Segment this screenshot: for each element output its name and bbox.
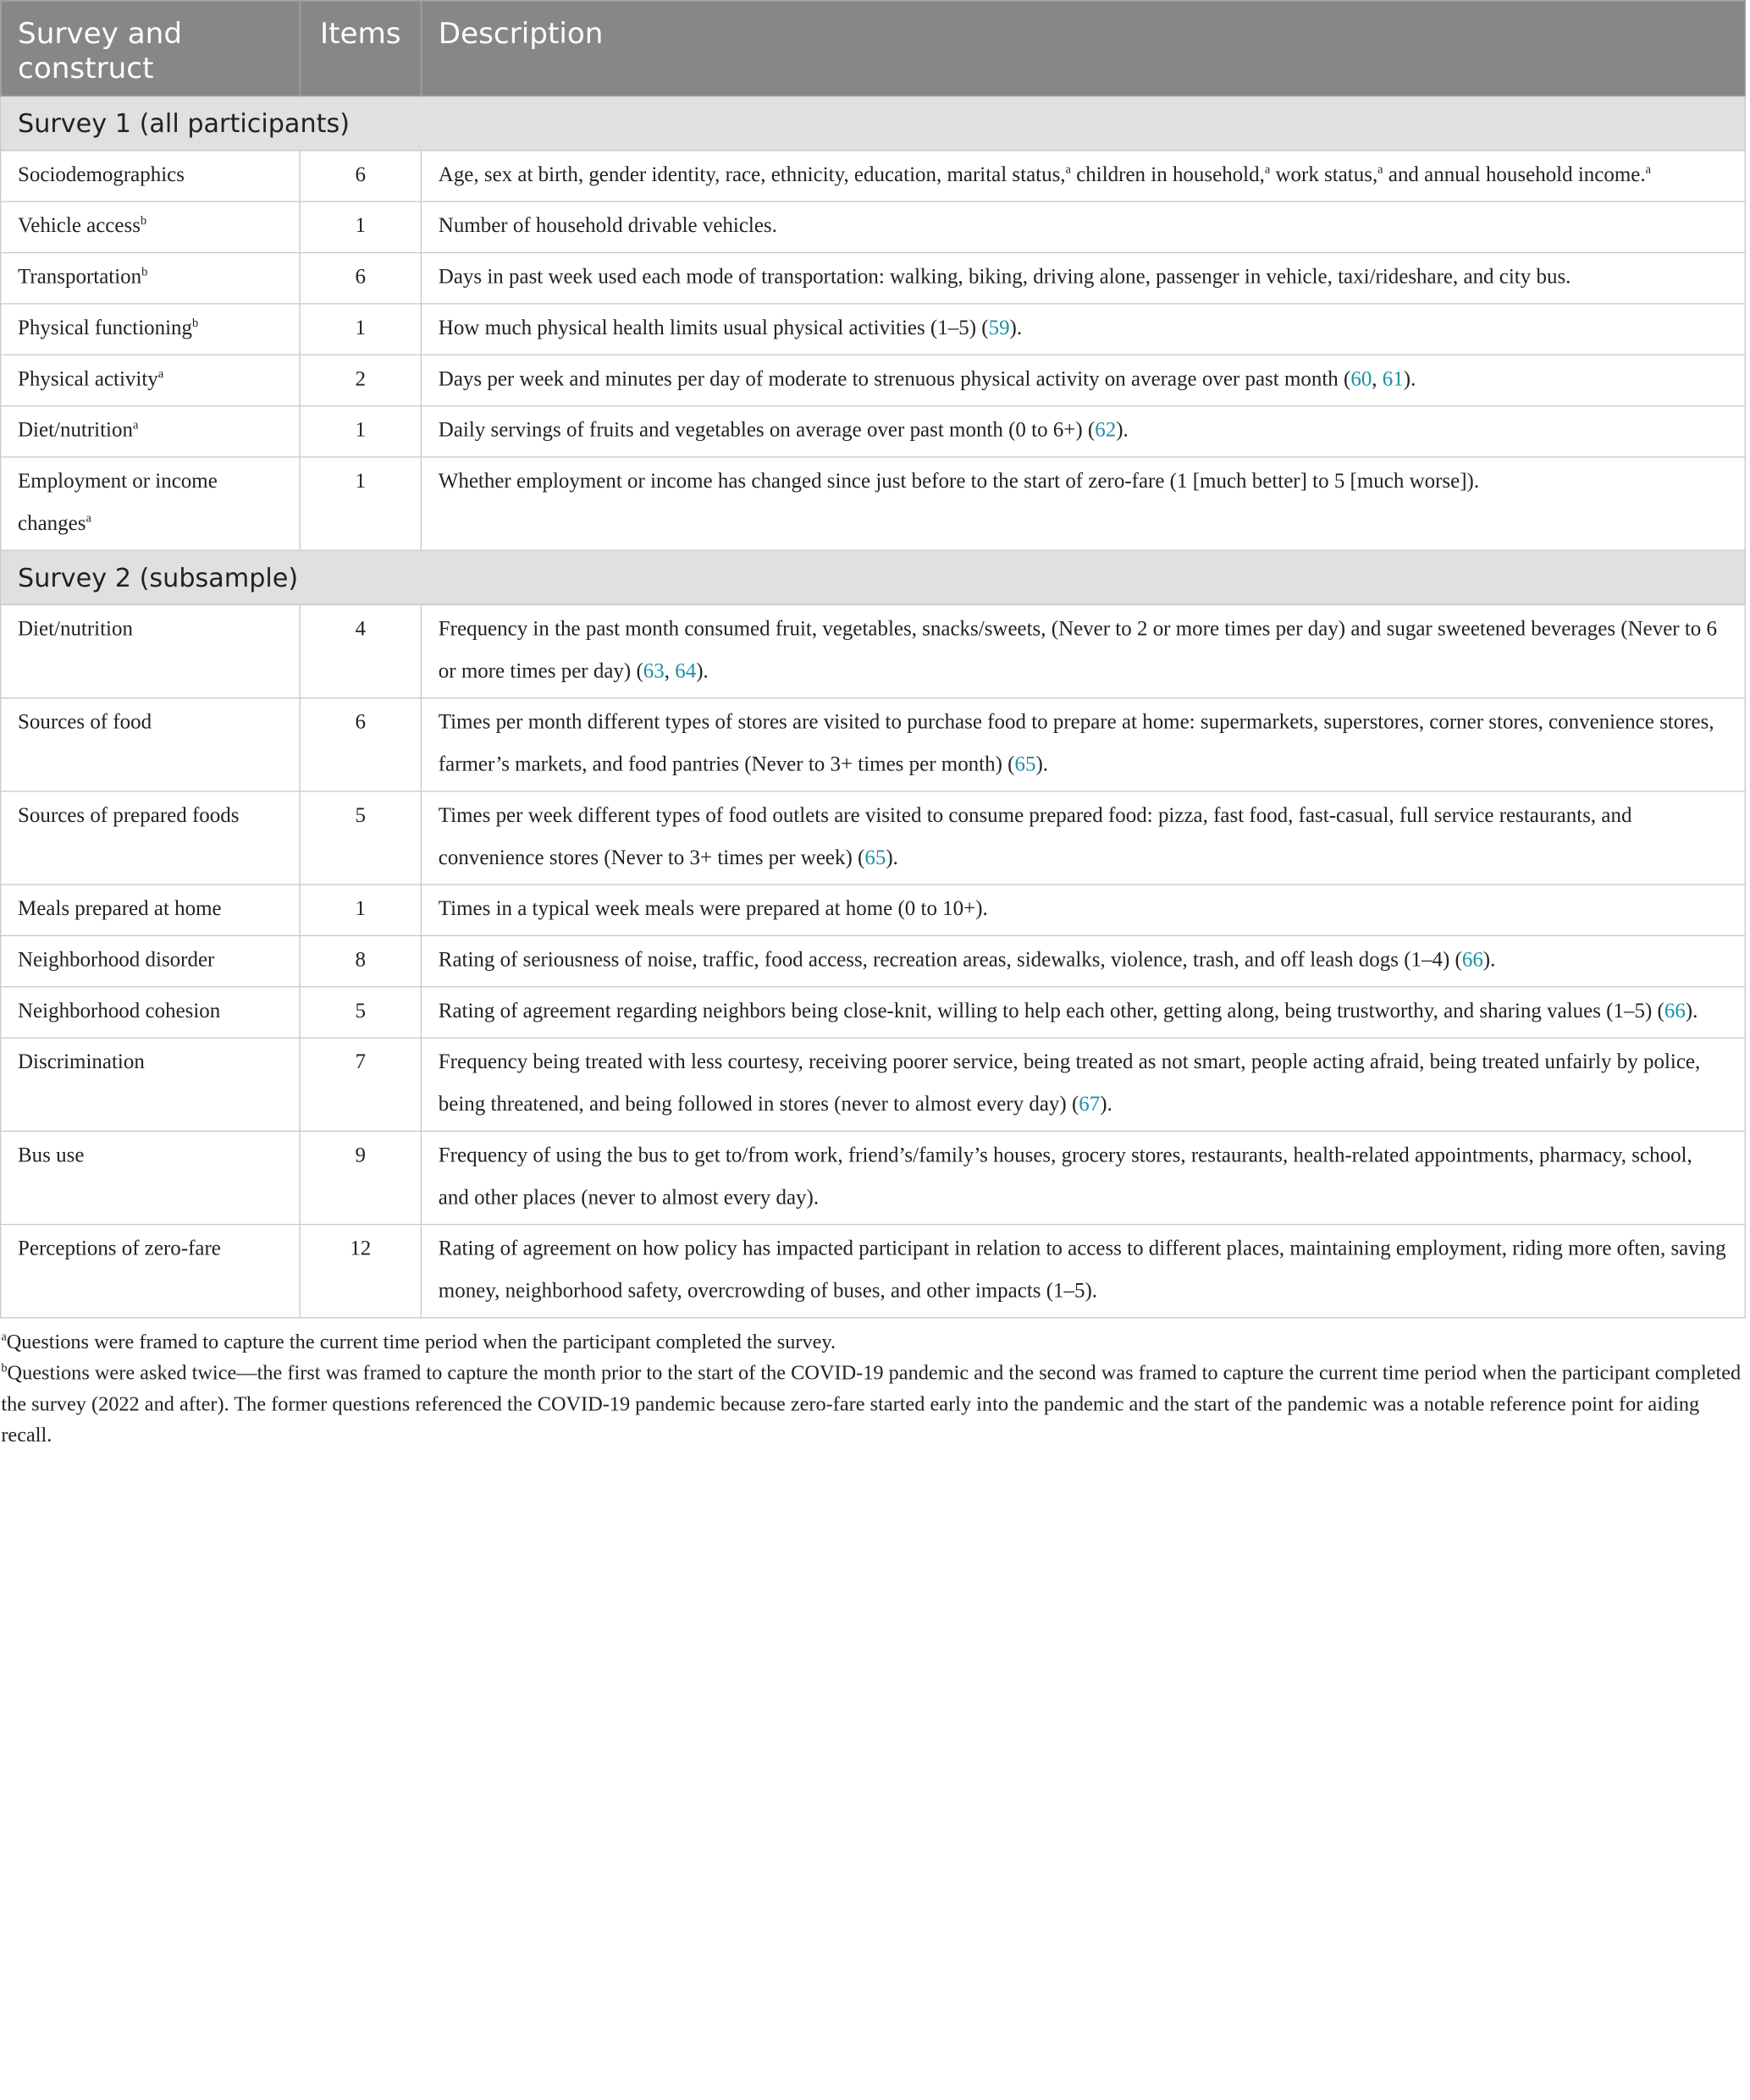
section-row <box>1 550 1746 604</box>
footnote-mark: a <box>1377 163 1383 177</box>
description-text: ). <box>696 659 709 683</box>
description-cell <box>421 987 1745 1038</box>
section-title: Survey 1 (all participants) <box>1 96 1746 150</box>
reference-link[interactable]: 67 <box>1079 1093 1101 1116</box>
description-text: Rating of agreement on how policy has impacted participant in relation to access to different places, maintaining employment, riding more often, saving money, neighborhood safety, overcrowding of buses, and other impacts (1–5). <box>438 1237 1726 1304</box>
reference-link[interactable]: 66 <box>1664 999 1686 1023</box>
description-text: Days in past week used each mode of transportation: walking, biking, driving alone, passenger in vehicle, taxi/rideshare, and city bus. <box>438 265 1571 289</box>
description-text: ). <box>1403 367 1416 391</box>
description-cell <box>421 201 1745 252</box>
reference-link[interactable]: 65 <box>1014 752 1036 777</box>
description-text: ). <box>886 846 898 870</box>
footnote-mark: a <box>1264 163 1271 177</box>
description-text: Number of household drivable vehicles. <box>438 214 777 238</box>
description-text: Rating of seriousness of noise, traffic, food access, recreation areas, sidewalks, violence, trash, and off leash dogs (1–4) ( <box>438 948 1462 973</box>
table-row <box>1 406 1746 457</box>
items-cell: 1 <box>300 201 421 252</box>
reference-link[interactable]: 64 <box>675 659 697 683</box>
items-cell: 6 <box>300 253 421 304</box>
construct-name: Vehicle access <box>18 214 141 238</box>
construct-cell <box>1 791 301 885</box>
construct-cell <box>1 406 301 457</box>
construct-cell <box>1 201 301 252</box>
description-text: Age, sex at birth, gender identity, race, ethnicity, education, marital status, <box>438 163 1066 187</box>
construct-name: Physical functioning <box>18 316 193 340</box>
footnote-mark: a <box>1645 163 1652 177</box>
reference-link[interactable]: 65 <box>864 846 886 870</box>
reference-link[interactable]: 63 <box>643 659 665 683</box>
footnote-mark: b <box>141 265 148 279</box>
items-cell: 1 <box>300 304 421 355</box>
table-row <box>1 935 1746 986</box>
footnote-text: Questions were asked twice—the first was framed to capture the month prior to the start of the COVID-19 pandemic and the second was framed to capture the current time period when the participant completed the survey (2022 and after). The former questions referenced the COVID-19 pandemic because zero-fare started early into the pandemic and the start of the pandemic was a notable reference point for aiding recall. <box>1 1362 1742 1447</box>
description-text: ). <box>1100 1093 1112 1116</box>
description-cell <box>421 1038 1745 1131</box>
construct-cell <box>1 604 301 697</box>
description-text: Times in a typical week meals were prepared at home (0 to 10+). <box>438 897 988 921</box>
description-text: Daily servings of fruits and vegetables on average over past month (0 to 6+) ( <box>438 418 1096 443</box>
table-row <box>1 1225 1746 1318</box>
table-row <box>1 457 1746 550</box>
construct-cell <box>1 987 301 1038</box>
items-cell: 1 <box>300 885 421 935</box>
reference-link[interactable]: 61 <box>1382 367 1404 391</box>
construct-name: Transportation <box>18 265 142 289</box>
table-row <box>1 604 1746 697</box>
table-row <box>1 987 1746 1038</box>
description-cell <box>421 355 1745 405</box>
description-text: Frequency in the past month consumed fruit, vegetables, snacks/sweets, (Never to 2 or more times per day) and sugar sweetened beverages (Never to 6 or more times per day) ( <box>438 617 1717 683</box>
construct-name: Employment or income changes <box>18 470 218 536</box>
table-row <box>1 201 1746 252</box>
table-footnotes <box>0 1318 1746 1451</box>
items-cell: 12 <box>300 1225 421 1318</box>
section-row <box>1 96 1746 150</box>
items-cell: 6 <box>300 151 421 201</box>
construct-cell <box>1 1225 301 1318</box>
description-text: How much physical health limits usual physical activities (1–5) ( <box>438 316 989 340</box>
description-cell <box>421 406 1745 457</box>
construct-name: Sources of food <box>18 710 152 735</box>
construct-cell <box>1 304 301 355</box>
description-text: ). <box>1685 999 1698 1023</box>
description-cell <box>421 791 1745 885</box>
description-text: Frequency being treated with less courtesy, receiving poorer service, being treated as not smart, people acting afraid, being treated unfairly by police, being threatened, and being followed in stores (never to almost every day) ( <box>438 1050 1701 1116</box>
footnote-mark: a <box>1065 163 1071 177</box>
description-cell <box>421 151 1745 201</box>
construct-cell <box>1 253 301 304</box>
section-title: Survey 2 (subsample) <box>1 550 1746 604</box>
description-text: ). <box>1116 418 1129 443</box>
construct-cell <box>1 1131 301 1224</box>
description-cell <box>421 885 1745 935</box>
construct-cell <box>1 935 301 986</box>
construct-name: Bus use <box>18 1144 85 1168</box>
items-cell: 6 <box>300 698 421 791</box>
description-text: Rating of agreement regarding neighbors being close-knit, willing to help each other, getting along, being trustworthy, and sharing values (1–5) ( <box>438 999 1664 1023</box>
construct-cell <box>1 698 301 791</box>
description-text: , <box>1372 367 1383 391</box>
description-text: Frequency of using the bus to get to/from work, friend’s/family’s houses, grocery stores, restaurants, health-related appointments, pharmacy, school, and other places (never to almost every day). <box>438 1144 1692 1210</box>
table-row <box>1 885 1746 935</box>
description-text: work status, <box>1270 163 1378 187</box>
description-text: and annual household income. <box>1383 163 1646 187</box>
construct-name: Discrimination <box>18 1050 145 1074</box>
items-cell: 5 <box>300 987 421 1038</box>
construct-name: Meals prepared at home <box>18 897 222 921</box>
description-cell <box>421 1131 1745 1224</box>
footnote-mark: a <box>1 1330 7 1344</box>
construct-name: Perceptions of zero-fare <box>18 1237 221 1261</box>
construct-name: Diet/nutrition <box>18 617 133 642</box>
construct-name: Diet/nutrition <box>18 418 133 443</box>
header-description: Description <box>421 1 1745 96</box>
footnote-text: Questions were framed to capture the current time period when the participant completed the survey. <box>6 1331 836 1354</box>
footnote-mark: b <box>192 316 199 330</box>
reference-link[interactable]: 60 <box>1350 367 1372 391</box>
construct-cell <box>1 885 301 935</box>
items-cell: 4 <box>300 604 421 697</box>
items-cell: 7 <box>300 1038 421 1131</box>
footnote-mark: b <box>1 1361 8 1375</box>
footnote-mark: a <box>157 367 164 382</box>
items-cell: 9 <box>300 1131 421 1224</box>
construct-cell <box>1 457 301 550</box>
construct-name: Sources of prepared foods <box>18 803 240 828</box>
construct-name: Neighborhood cohesion <box>18 999 221 1023</box>
description-text: Days per week and minutes per day of moderate to strenuous physical activity on average over past month ( <box>438 367 1351 391</box>
table-body <box>1 96 1746 1317</box>
footnote-mark: a <box>86 511 91 526</box>
construct-cell <box>1 1038 301 1131</box>
description-text: children in household, <box>1070 163 1265 187</box>
construct-name: Sociodemographics <box>18 163 185 187</box>
table-header-row <box>1 1 1746 96</box>
table-row <box>1 304 1746 355</box>
footnote <box>1 1359 1746 1452</box>
construct-name: Neighborhood disorder <box>18 948 215 973</box>
reference-link[interactable]: 66 <box>1461 948 1483 973</box>
items-cell: 5 <box>300 791 421 885</box>
description-text: , <box>664 659 676 683</box>
items-cell: 2 <box>300 355 421 405</box>
footnote-mark: b <box>140 214 147 228</box>
header-items: Items <box>300 1 421 96</box>
description-text: ). <box>1482 948 1496 973</box>
description-text: Whether employment or income has changed since just before to the start of zero-fare (1 [much better] to 5 [much worse]). <box>438 470 1480 493</box>
description-cell <box>421 253 1745 304</box>
table-row <box>1 791 1746 885</box>
description-cell <box>421 457 1745 550</box>
table-row <box>1 151 1746 201</box>
construct-cell <box>1 355 301 405</box>
construct-name: Physical activity <box>18 367 158 391</box>
construct-cell <box>1 151 301 201</box>
description-cell <box>421 304 1745 355</box>
items-cell: 1 <box>300 457 421 550</box>
description-text: ). <box>1035 752 1048 777</box>
items-cell: 8 <box>300 935 421 986</box>
reference-link[interactable]: 62 <box>1095 418 1117 443</box>
table-row <box>1 1131 1746 1224</box>
description-cell <box>421 698 1745 791</box>
description-text: ). <box>1009 316 1023 340</box>
reference-link[interactable]: 59 <box>988 316 1010 340</box>
description-cell <box>421 1225 1745 1318</box>
header-survey-construct: Survey and construct <box>1 1 301 96</box>
items-cell: 1 <box>300 406 421 457</box>
description-cell <box>421 604 1745 697</box>
table-row <box>1 253 1746 304</box>
table-row <box>1 1038 1746 1131</box>
footnote <box>1 1327 1746 1359</box>
table-row <box>1 698 1746 791</box>
table-row <box>1 355 1746 405</box>
description-text: Times per week different types of food outlets are visited to consume prepared food: pizza, fast food, fast-casual, full service restaurants, and convenience stores (Never to 3+ times per week) ( <box>438 803 1632 870</box>
description-text: Times per month different types of stores are visited to purchase food to prepare at home: supermarkets, superstores, corner stores, convenience stores, farmer’s markets, and food pantries (Never to 3+ times per month) ( <box>438 710 1714 777</box>
description-cell <box>421 935 1745 986</box>
footnote-mark: a <box>132 418 139 433</box>
